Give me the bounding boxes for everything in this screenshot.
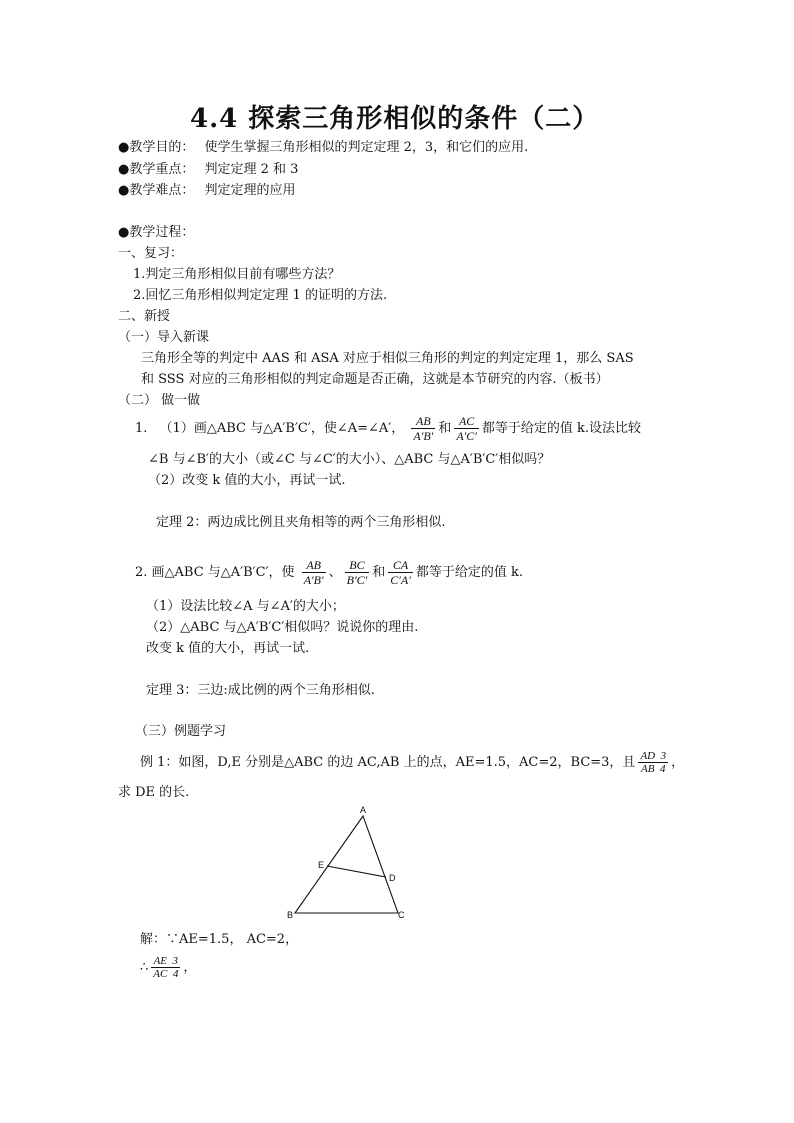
fraction-value-numerator: 3: [172, 955, 179, 967]
fraction-denominator: C′A′: [390, 573, 411, 587]
vertex-label-e: E: [318, 860, 325, 870]
difficulty-label: ●教学难点：: [118, 183, 195, 198]
exercise1-part1-post: 都等于给定的值 k.设法比较: [481, 421, 642, 436]
fraction-ca-over-cpap: [388, 558, 413, 587]
fraction-numerator: BC: [345, 558, 370, 573]
exercise2-question-1: （1）设法比较∠A 与∠A′的大小；: [146, 599, 345, 614]
fraction-denominator: [638, 763, 668, 775]
triangle-figure: [285, 802, 415, 924]
solution-line1: 解：∵AE=1.5， AC=2，: [140, 932, 299, 947]
example-line2: 求 DE 的长.: [118, 785, 190, 800]
review-question-1: 1.判定三角形相似目前有哪些方法？: [133, 267, 341, 282]
exercise1-part1-pre: （1）画△ABC 与△A′B′C′，使∠A=∠A′，: [159, 421, 405, 436]
fraction-value-numerator: 3: [660, 750, 667, 762]
goal-label: ●教学目的：: [118, 140, 195, 155]
separator: 、: [328, 565, 342, 580]
fraction-numerator: [151, 955, 180, 968]
exercise1-part2: （2）改变 k 值的大小，再试一试.: [148, 473, 346, 488]
fraction-denominator: [151, 968, 180, 980]
triangle-abc: [295, 816, 398, 913]
fraction-denominator: A′B′: [303, 573, 324, 587]
fraction-value-denominator: 4: [660, 763, 666, 775]
fraction-ae-over-ac: [151, 955, 180, 980]
review-question-2: 2.回忆三角形相似判定定理 1 的证明的方法.: [133, 288, 388, 303]
fraction-ad-over-ab: [638, 750, 668, 775]
new-lesson-heading: 二、新授: [118, 309, 171, 324]
theorem-2: 定理 2：两边成比例且夹角相等的两个三角形相似.: [156, 515, 446, 530]
example-comma: ，: [671, 755, 685, 770]
fraction-numerator: [638, 750, 668, 763]
vertex-label-c: C: [398, 910, 405, 920]
solution-line2: [140, 952, 196, 984]
and-word: 和: [372, 565, 386, 580]
example-text: 例 1：如图，D,E 分别是△ABC 的边 AC,AB 上的点，AE=1.5，AC=2，BC=3，且: [140, 755, 636, 770]
segment-de: [327, 866, 386, 877]
example-heading: （三）例题学习: [135, 724, 227, 739]
fraction-ab-over-apbp: [411, 414, 435, 443]
fraction-denominator-text: AB: [641, 763, 655, 775]
fraction-denominator: B′C′: [346, 573, 368, 587]
fraction-denominator: A′C′: [456, 429, 477, 443]
exercise2-question-2: （2）△ABC 与△A′B′C′相似吗？说说你的理由.: [146, 620, 419, 635]
fraction-numerator: AB: [411, 414, 435, 429]
vertex-label-d: D: [389, 873, 396, 883]
header-goal: [118, 138, 528, 158]
review-heading: 一、复习：: [118, 246, 184, 261]
fraction-denominator: A′B′: [413, 429, 434, 443]
exercise1-line1: [135, 412, 641, 446]
exercise2-question-3: 改变 k 值的大小，再试一试.: [146, 641, 310, 656]
vertex-label-b: B: [287, 910, 294, 920]
fraction-ac-over-apcp: [454, 414, 479, 443]
goal-text: 使学生掌握三角形相似的判定定理 2，3，和它们的应用.: [204, 140, 529, 155]
fraction-bc-over-bpcp: [345, 558, 370, 587]
exercise2-pre: 2. 画△ABC 与△A′B′C′，使: [135, 565, 295, 580]
keypoint-label: ●教学重点：: [118, 162, 195, 177]
therefore-symbol: ∴: [140, 960, 149, 975]
solution-comma: ，: [183, 960, 197, 975]
fraction-numerator: AB: [302, 558, 326, 573]
exercise2-post: 都等于给定的值 k.: [415, 565, 523, 580]
fraction-value-denominator: 4: [172, 968, 179, 980]
intro-line-2: 和 SSS 对应的三角形相似的判定命题是否正确，这就是本节研究的内容.（板书）: [141, 372, 609, 387]
theorem-3: 定理 3：三边:成比例的两个三角形相似.: [146, 683, 375, 698]
fraction-ab-over-apbp: [302, 558, 326, 587]
try-heading: （二） 做一做: [118, 393, 201, 408]
fraction-numerator: CA: [388, 558, 413, 573]
fraction-denominator-text: AC: [153, 968, 168, 980]
difficulty-text: 判定定理的应用: [204, 183, 296, 198]
intro-line-1: 三角形全等的判定中 AAS 和 ASA 对应于相似三角形的判定的判定定理 1，那么 SAS: [141, 351, 634, 366]
exercise1-line2: ∠B 与∠B′的大小（或∠C 与∠C′的大小）、△ABC 与△A′B′C′相似吗？: [148, 452, 551, 467]
page-title: 4.4 探索三角形相似的条件（二）: [190, 104, 600, 134]
fraction-numerator-text: AD: [640, 750, 656, 762]
exercise1-number: 1.: [135, 421, 148, 436]
process-label: ●教学过程：: [118, 225, 195, 240]
keypoint-text: 判定定理 2 和 3: [204, 162, 299, 177]
vertex-label-a: A: [360, 805, 367, 815]
and-word: 和: [438, 421, 452, 436]
header-difficulty: [118, 181, 296, 201]
intro-heading: （一）导入新课: [118, 330, 210, 345]
header-keypoint: [118, 160, 298, 180]
example-line1: [140, 747, 684, 779]
fraction-numerator: AC: [454, 414, 479, 429]
exercise2-line1: [135, 556, 523, 590]
fraction-numerator-text: AE: [153, 955, 168, 967]
